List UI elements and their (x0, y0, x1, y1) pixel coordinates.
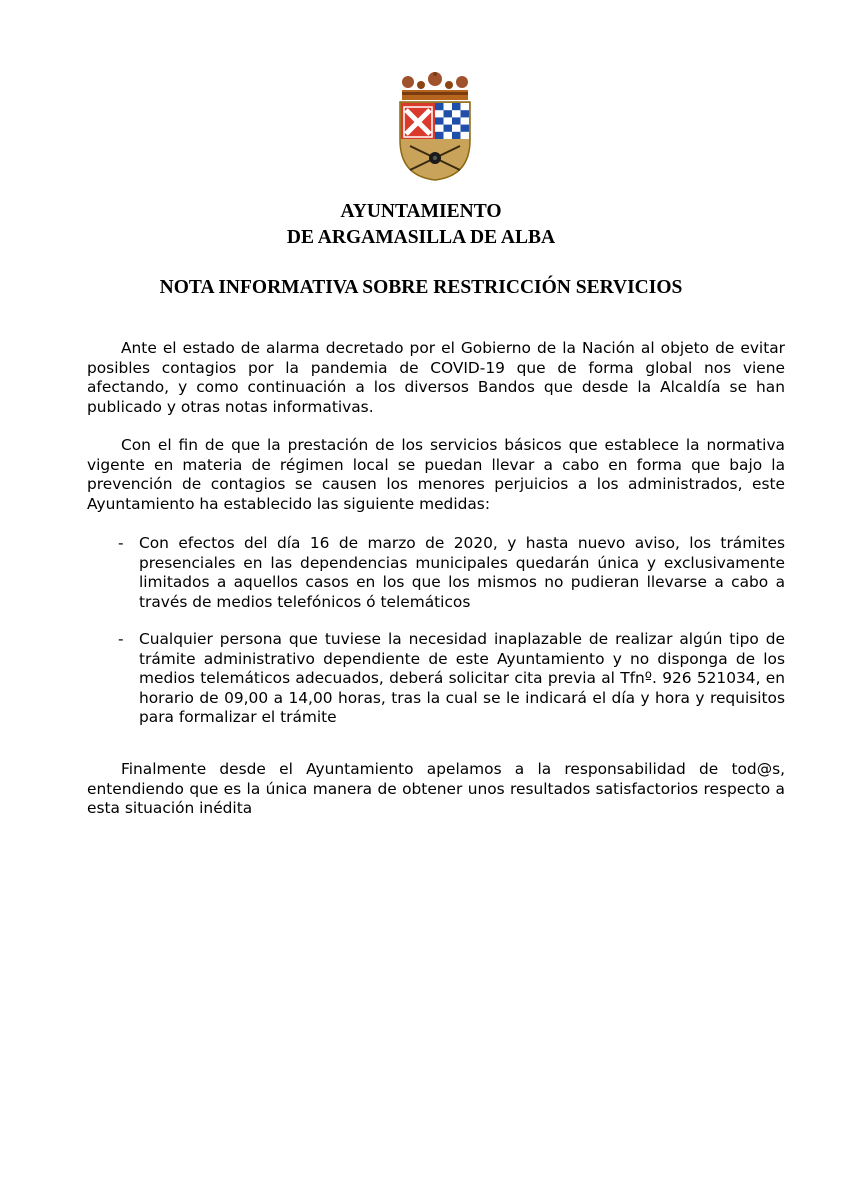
document-title: NOTA INFORMATIVA SOBRE RESTRICCIÓN SERVICIOS (159, 277, 683, 298)
organization-name-line-1: AYUNTAMIENTO (340, 201, 502, 222)
list-bullet: - (118, 630, 124, 648)
paragraph-text: Ante el estado de alarma decretado por el Gobierno de la Nación al objeto de evitar posibles contagios por la pandemia de COVID-19 que de forma global nos viene afectando, y como continuación a los diversos Bandos que desde la Alcaldía se han publicado y otras notas informativas. (87, 339, 785, 416)
list-bullet: - (118, 534, 124, 552)
measures-intro-paragraph (87, 436, 785, 514)
intro-paragraph (87, 339, 785, 417)
municipal-coat-of-arms-icon (394, 72, 476, 182)
list-item-text: Cualquier persona que tuviese la necesidad inaplazable de realizar algún tipo de trámite administrativo dependiente de este Ayuntamiento y no disponga de los medios telemáticos adecuados, deberá solicitar cita previa al Tfnº. 926 521034, en horario de 09,00 a 14,00 horas, tras la cual se le indicará el día y hora y requisitos para formalizar el trámite (139, 630, 785, 727)
organization-name-line-2: DE ARGAMASILLA DE ALBA (286, 227, 556, 248)
list-item-text: Con efectos del día 16 de marzo de 2020, y hasta nuevo aviso, los trámites presenciales en las dependencias municipales quedarán única y exclusivamente limitados a aquellos casos en los que los mismos no pudieran llevarse a cabo a través de medios telefónicos ó telemáticos (139, 534, 785, 611)
closing-paragraph (87, 760, 785, 819)
paragraph-text: Con el fin de que la prestación de los servicios básicos que establece la normativa vigente en materia de régimen local se puedan llevar a cabo en forma que bajo la prevención de contagios se causen los menores perjuicios a los administrados, este Ayuntamiento ha establecido las siguiente medidas: (87, 436, 785, 513)
crown-icon (402, 72, 468, 100)
paragraph-text: Finalmente desde el Ayuntamiento apelamos a la responsabilidad de tod@s, entendiendo que es la única manera de obtener unos resultados satisfactorios respecto a esta situación inédita (87, 760, 785, 818)
